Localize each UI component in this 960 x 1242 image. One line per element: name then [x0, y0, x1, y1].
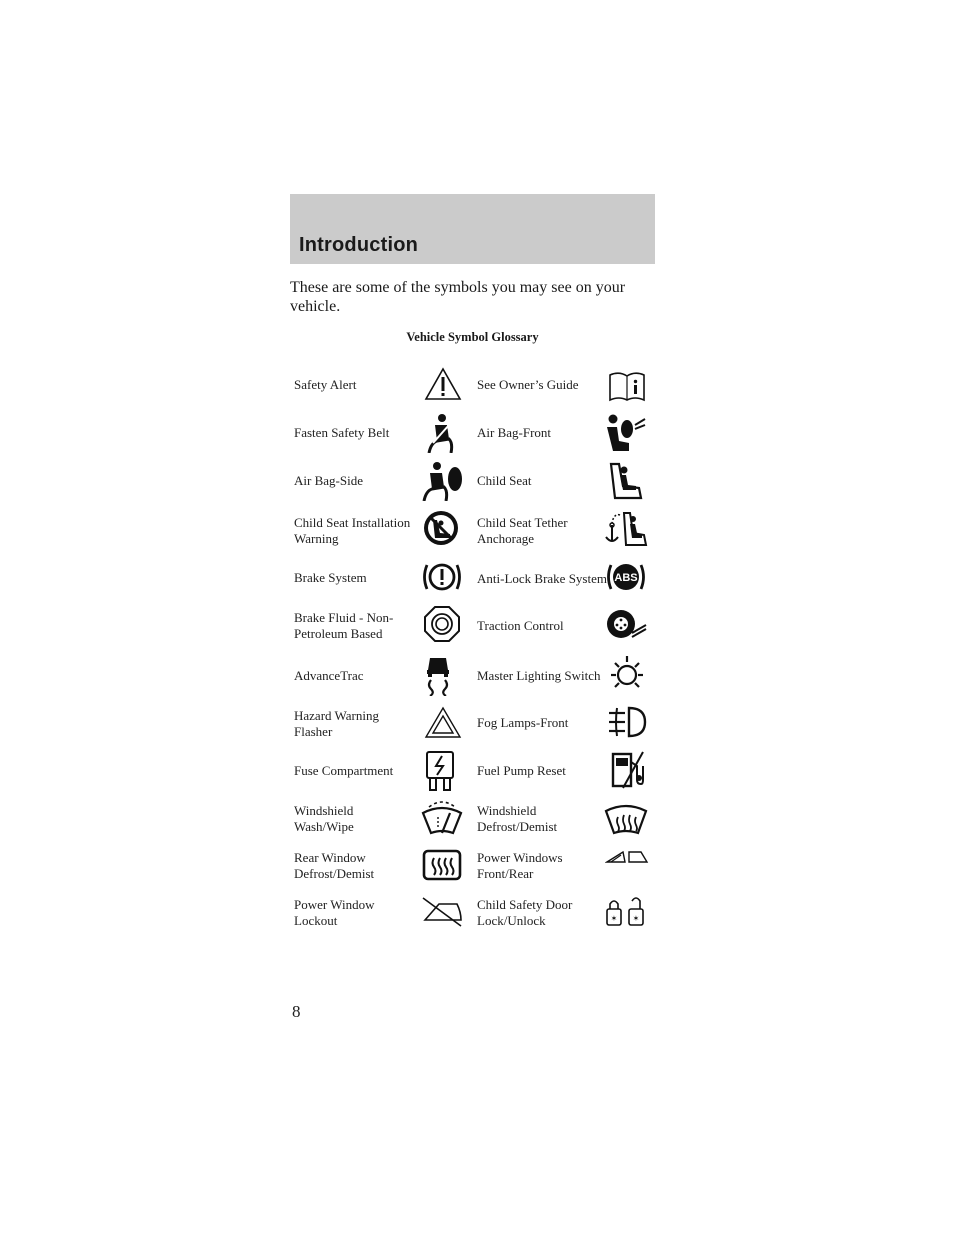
label-abs: Anti-Lock Brake System: [477, 571, 607, 586]
label-safety-alert: Safety Alert: [294, 377, 357, 392]
label-wash-wipe: Windshield Wash/Wipe: [294, 803, 354, 834]
label-air-bag-side: Air Bag-Side: [294, 473, 363, 488]
hazard-icon: [424, 705, 462, 739]
traction-control-icon: [604, 607, 648, 641]
page-title: Introduction: [299, 234, 419, 256]
label-child-seat: Child Seat: [477, 473, 532, 488]
page-number: 8: [292, 1002, 301, 1021]
label-fuse: Fuse Compartment: [294, 763, 394, 778]
intro-text: These are some of the symbols you may see on your vehicle.: [290, 279, 626, 315]
glossary-title: Vehicle Symbol Glossary: [406, 330, 539, 344]
air-bag-front-icon: [603, 413, 647, 453]
label-fog-lamps: Fog Lamps-Front: [477, 715, 569, 730]
label-hazard: Hazard Warning Flasher: [294, 708, 379, 739]
label-advancetrac: AdvanceTrac: [294, 668, 364, 683]
child-lock-icon: [604, 895, 648, 929]
seat-belt-icon: [421, 413, 459, 453]
child-seat-warning-icon: [422, 509, 460, 547]
label-brake-fluid: Brake Fluid - Non-Petroleum Based: [294, 610, 394, 641]
label-windshield-defrost: Windshield Defrost/Demist: [477, 803, 558, 834]
label-power-windows: Power Windows Front/Rear: [477, 850, 563, 881]
label-tether-anchor: Child Seat Tether Anchorage: [477, 515, 568, 546]
power-windows-icon: [605, 848, 649, 866]
child-seat-icon: [605, 460, 645, 500]
svg-text:✶: ✶: [632, 914, 640, 923]
label-seat-belt: Fasten Safety Belt: [294, 425, 390, 440]
svg-text:✶: ✶: [610, 914, 618, 923]
master-lighting-icon: [607, 654, 647, 694]
label-fuel-pump: Fuel Pump Reset: [477, 763, 566, 778]
label-traction-control: Traction Control: [477, 618, 564, 633]
safety-alert-icon: [424, 367, 462, 401]
fuel-pump-icon: [607, 750, 647, 790]
label-window-lockout: Power Window Lockout: [294, 897, 375, 928]
fuse-icon: [423, 750, 457, 792]
window-lockout-icon: [421, 896, 463, 928]
label-child-seat-warning: Child Seat Installation Warning: [294, 515, 411, 546]
brake-fluid-icon: [423, 605, 461, 643]
tether-anchor-icon: [604, 509, 648, 549]
label-air-bag-front: Air Bag-Front: [477, 425, 552, 440]
advancetrac-icon: [424, 654, 452, 696]
label-brake-system: Brake System: [294, 570, 367, 585]
svg-text:ABS: ABS: [614, 572, 638, 584]
windshield-defrost-icon: [604, 801, 648, 835]
label-rear-defrost: Rear Window Defrost/Demist: [294, 850, 375, 881]
label-child-lock: Child Safety Door Lock/Unlock: [477, 897, 573, 928]
wash-wipe-icon: [421, 799, 463, 837]
fog-lamp-icon: [607, 704, 647, 740]
abs-icon: [605, 559, 647, 595]
label-master-lighting: Master Lighting Switch: [477, 668, 601, 683]
label-owners-guide: See Owner’s Guide: [477, 377, 579, 392]
owners-guide-icon: [607, 369, 647, 403]
air-bag-side-icon: [421, 461, 465, 501]
rear-defrost-icon: [421, 846, 463, 884]
brake-system-icon: [421, 559, 463, 595]
